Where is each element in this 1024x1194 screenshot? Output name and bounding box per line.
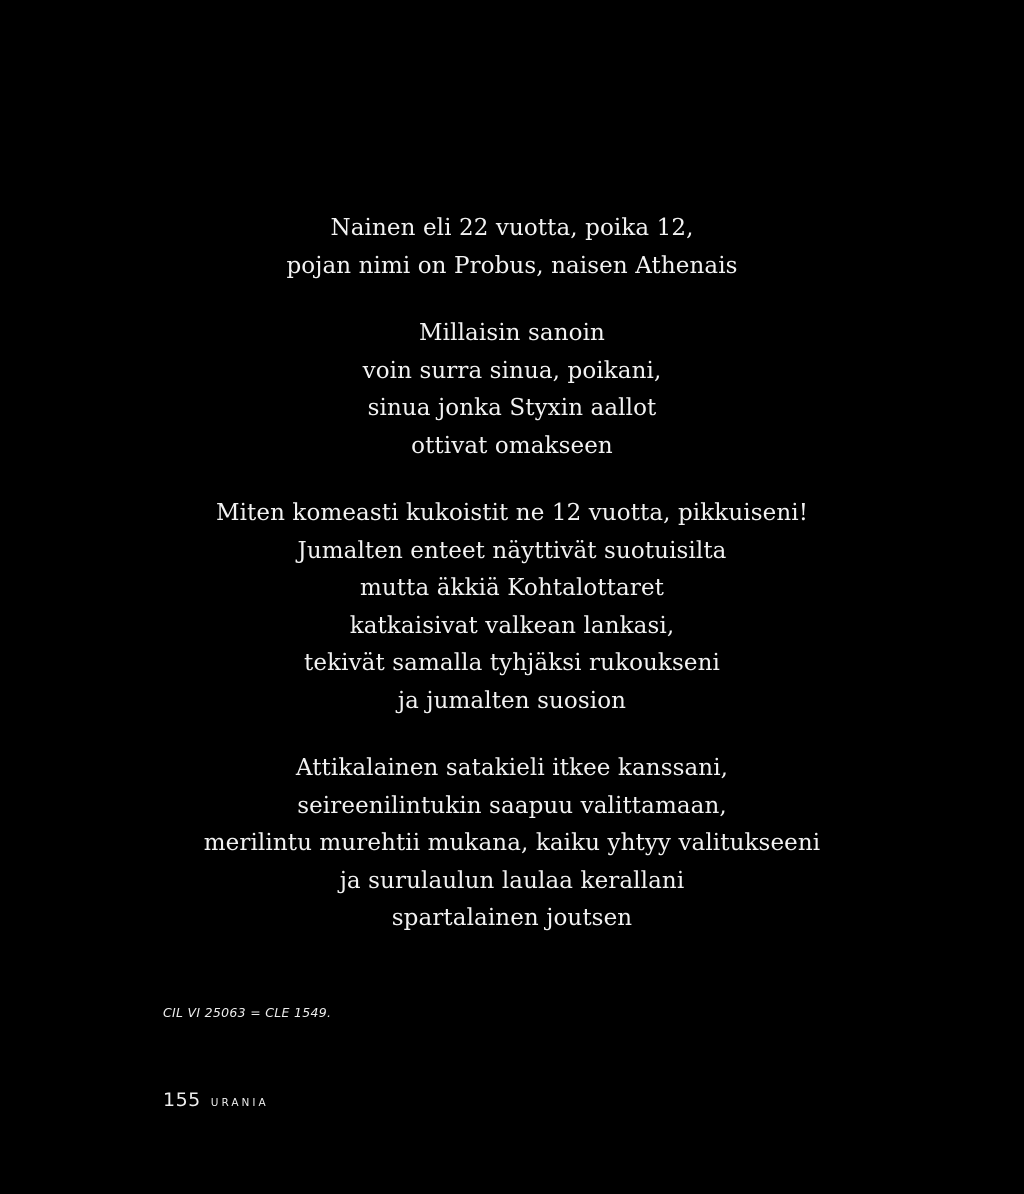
stanza: [0, 495, 1024, 720]
page-number: 155: [163, 1089, 201, 1111]
poem-line: katkaisivat valkean lankasi,: [349, 612, 675, 639]
poem-line: voin surra sinua, poikani,: [362, 357, 662, 384]
poem-line: ottivat omakseen: [411, 432, 613, 459]
page-footer: [163, 1089, 269, 1111]
poem-line: spartalainen joutsen: [391, 905, 633, 931]
poem-line: Millaisin sanoin: [419, 320, 605, 346]
running-head: URANIA: [210, 1097, 269, 1109]
stanza: [0, 210, 1024, 285]
poem-line: tekivät samalla tyhjäksi rukoukseni: [304, 650, 720, 676]
poem-line: mutta äkkiä Kohtalottaret: [359, 575, 665, 601]
poem-line: ja surulaulun laulaa kerallani: [339, 867, 685, 894]
poem-line: seireenilintukin saapuu valittamaan,: [297, 792, 727, 819]
poem-line: pojan nimi on Probus, naisen Athenais: [286, 252, 738, 279]
source-citation: CIL VI 25063 = CLE 1549.: [163, 1005, 332, 1020]
stanza: [0, 750, 1024, 938]
poem-line: merilintu murehtii mukana, kaiku yhtyy valitukseeni: [203, 830, 821, 856]
poem-line: Attikalainen satakieli itkee kanssani,: [295, 755, 729, 781]
poem-line: Nainen eli 22 vuotta, poika 12,: [330, 215, 694, 241]
poem-text: [0, 210, 1024, 938]
stanza: [0, 315, 1024, 465]
poem-line: Miten komeasti kukoistit ne 12 vuotta, pikkuiseni!: [215, 500, 809, 526]
poem-line: Jumalten enteet näyttivät suotuisilta: [297, 537, 727, 564]
poem-line: ja jumalten suosion: [397, 687, 627, 714]
poem-line: sinua jonka Styxin aallot: [367, 395, 657, 421]
